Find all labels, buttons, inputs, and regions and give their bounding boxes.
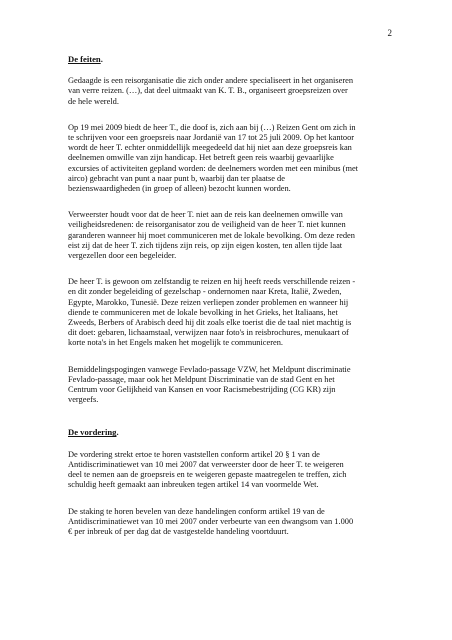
paragraph [68, 123, 392, 194]
text-line: airco) gebracht van punt a naar punt b, waarbij dan ter plaatse de [68, 173, 285, 183]
text-line: Egypte, Marokko, Tunesië. Deze reizen verliepen zonder problemen en wanneer hij [68, 297, 349, 307]
text-line: garanderen wanneer hij moet communiceren met de lokale bevolking. Om deze reden [68, 230, 355, 240]
paragraph [68, 76, 392, 107]
text-line: € per inbreuk of per dag dat de vastgestelde handeling voortduurt. [68, 526, 289, 536]
section-heading-text: De vordering [68, 427, 117, 438]
text-line: Bemiddelingspogingen vanwege Fevlado-passage VZW, het Meldpunt discriminatie [68, 364, 351, 374]
text-line: en dit zonder begeleiding of gezelschap - ondernomen naar Kreta, Italië, Zweden, [68, 287, 342, 297]
text-line: Verweerster houdt voor dat de heer T. niet aan de reis kan deelnemen omwille van [68, 210, 343, 220]
section-heading [68, 427, 392, 437]
text-line: Antidiscriminatiewet van 10 mei 2007 onder verbeurte van een dwangsom van 1.000 [68, 516, 354, 526]
paragraph [68, 365, 392, 406]
text-line: van verre reizen. (…), dat deel uitmaakt van K. T. B., organiseert groepsreizen over [68, 86, 348, 96]
text-line: schuldig heeft gemaakt aan inbreuken tegen artikel 14 van voormelde Wet. [68, 480, 319, 490]
text-line: Gedaagde is een reisorganisatie die zich onder andere specialiseert in het organiseren [68, 76, 354, 86]
section-heading-period: . [100, 54, 103, 64]
text-line: vergezellen door een begeleider. [68, 251, 177, 261]
section-heading-text: De feiten [68, 54, 101, 64]
text-line: Op 19 mei 2009 biedt de heer T., die doof is, zich aan bij (…) Reizen Gent om zich in [68, 122, 356, 132]
text-line: De vordering strekt ertoe te horen vaststellen conform artikel 20 § 1 van de [68, 449, 320, 459]
text-line: Zweeds, Berbers of Arabisch deed hij dit zoals elke toerist die de taal niet machtig is [68, 318, 352, 328]
text-line: vergeefs. [68, 395, 99, 405]
text-line: Fevlado-passage, maar ook het Meldpunt Discriminatie van de stad Gent en het [68, 374, 335, 384]
text-line: veiligheidsredenen: de reisorganisator zou de veiligheid van de heer T. niet kunnen [68, 220, 346, 230]
text-line: eist zij dat de heer T. zich tijdens zijn reis, op zijn eigen kosten, ten allen tijde laat [68, 240, 343, 250]
section-de-feiten [68, 54, 392, 405]
section-heading-period: . [116, 427, 119, 438]
text-line: deelnemen omwille van zijn handicap. Het betreft geen reis waarbij gevaarlijke [68, 153, 334, 163]
section-de-vordering [68, 427, 392, 537]
page-number: 2 [387, 28, 392, 38]
text-line: Antidiscriminatiewet van 10 mei 2007 dat verweerster door de heer T. te weigeren [68, 459, 344, 469]
text-line: deel te nemen aan de groepsreis en te weigeren gepaste maatregelen te treffen, zich [68, 470, 347, 480]
text-line: korte nota's in het Engels maken het mogelijk te communiceren. [68, 338, 284, 348]
text-line: De staking te horen bevelen van deze handelingen conform artikel 19 van de [68, 506, 325, 516]
text-line: de hele wereld. [68, 96, 119, 106]
text-line: bezienswaardigheden (in groep of alleen) bezocht kunnen worden. [68, 184, 291, 194]
paragraph [68, 277, 392, 348]
section-heading [68, 54, 392, 64]
text-line: wordt de heer T. echter onmiddellijk meegedeeld dat hij niet aan deze groepsreis kan [68, 143, 352, 153]
paragraph [68, 450, 392, 491]
paragraph [68, 210, 392, 261]
text-line: diende te communiceren met de lokale bevolking in het Grieks, het Italiaans, het [68, 307, 338, 317]
text-line: De heer T. is gewoon om zelfstandig te reizen en hij heeft reeds verschillende reizen - [68, 277, 356, 287]
text-line: excursies of activiteiten gepland worden: de deelnemers worden met een minibus (met [68, 163, 359, 173]
text-line: te schrijven voor een groepsreis naar Jordanië van 17 tot 25 juli 2009. Op het kantoor [68, 133, 355, 143]
text-line: Centrum voor Gelijkheid van Kansen en voor Racismebestrijding (CG KR) zijn [68, 385, 336, 395]
paragraph [68, 507, 392, 538]
text-line: dit doet: gebaren, lichaamstaal, verwijzen naar foto's in reisbrochures, menukaart of [68, 328, 349, 338]
